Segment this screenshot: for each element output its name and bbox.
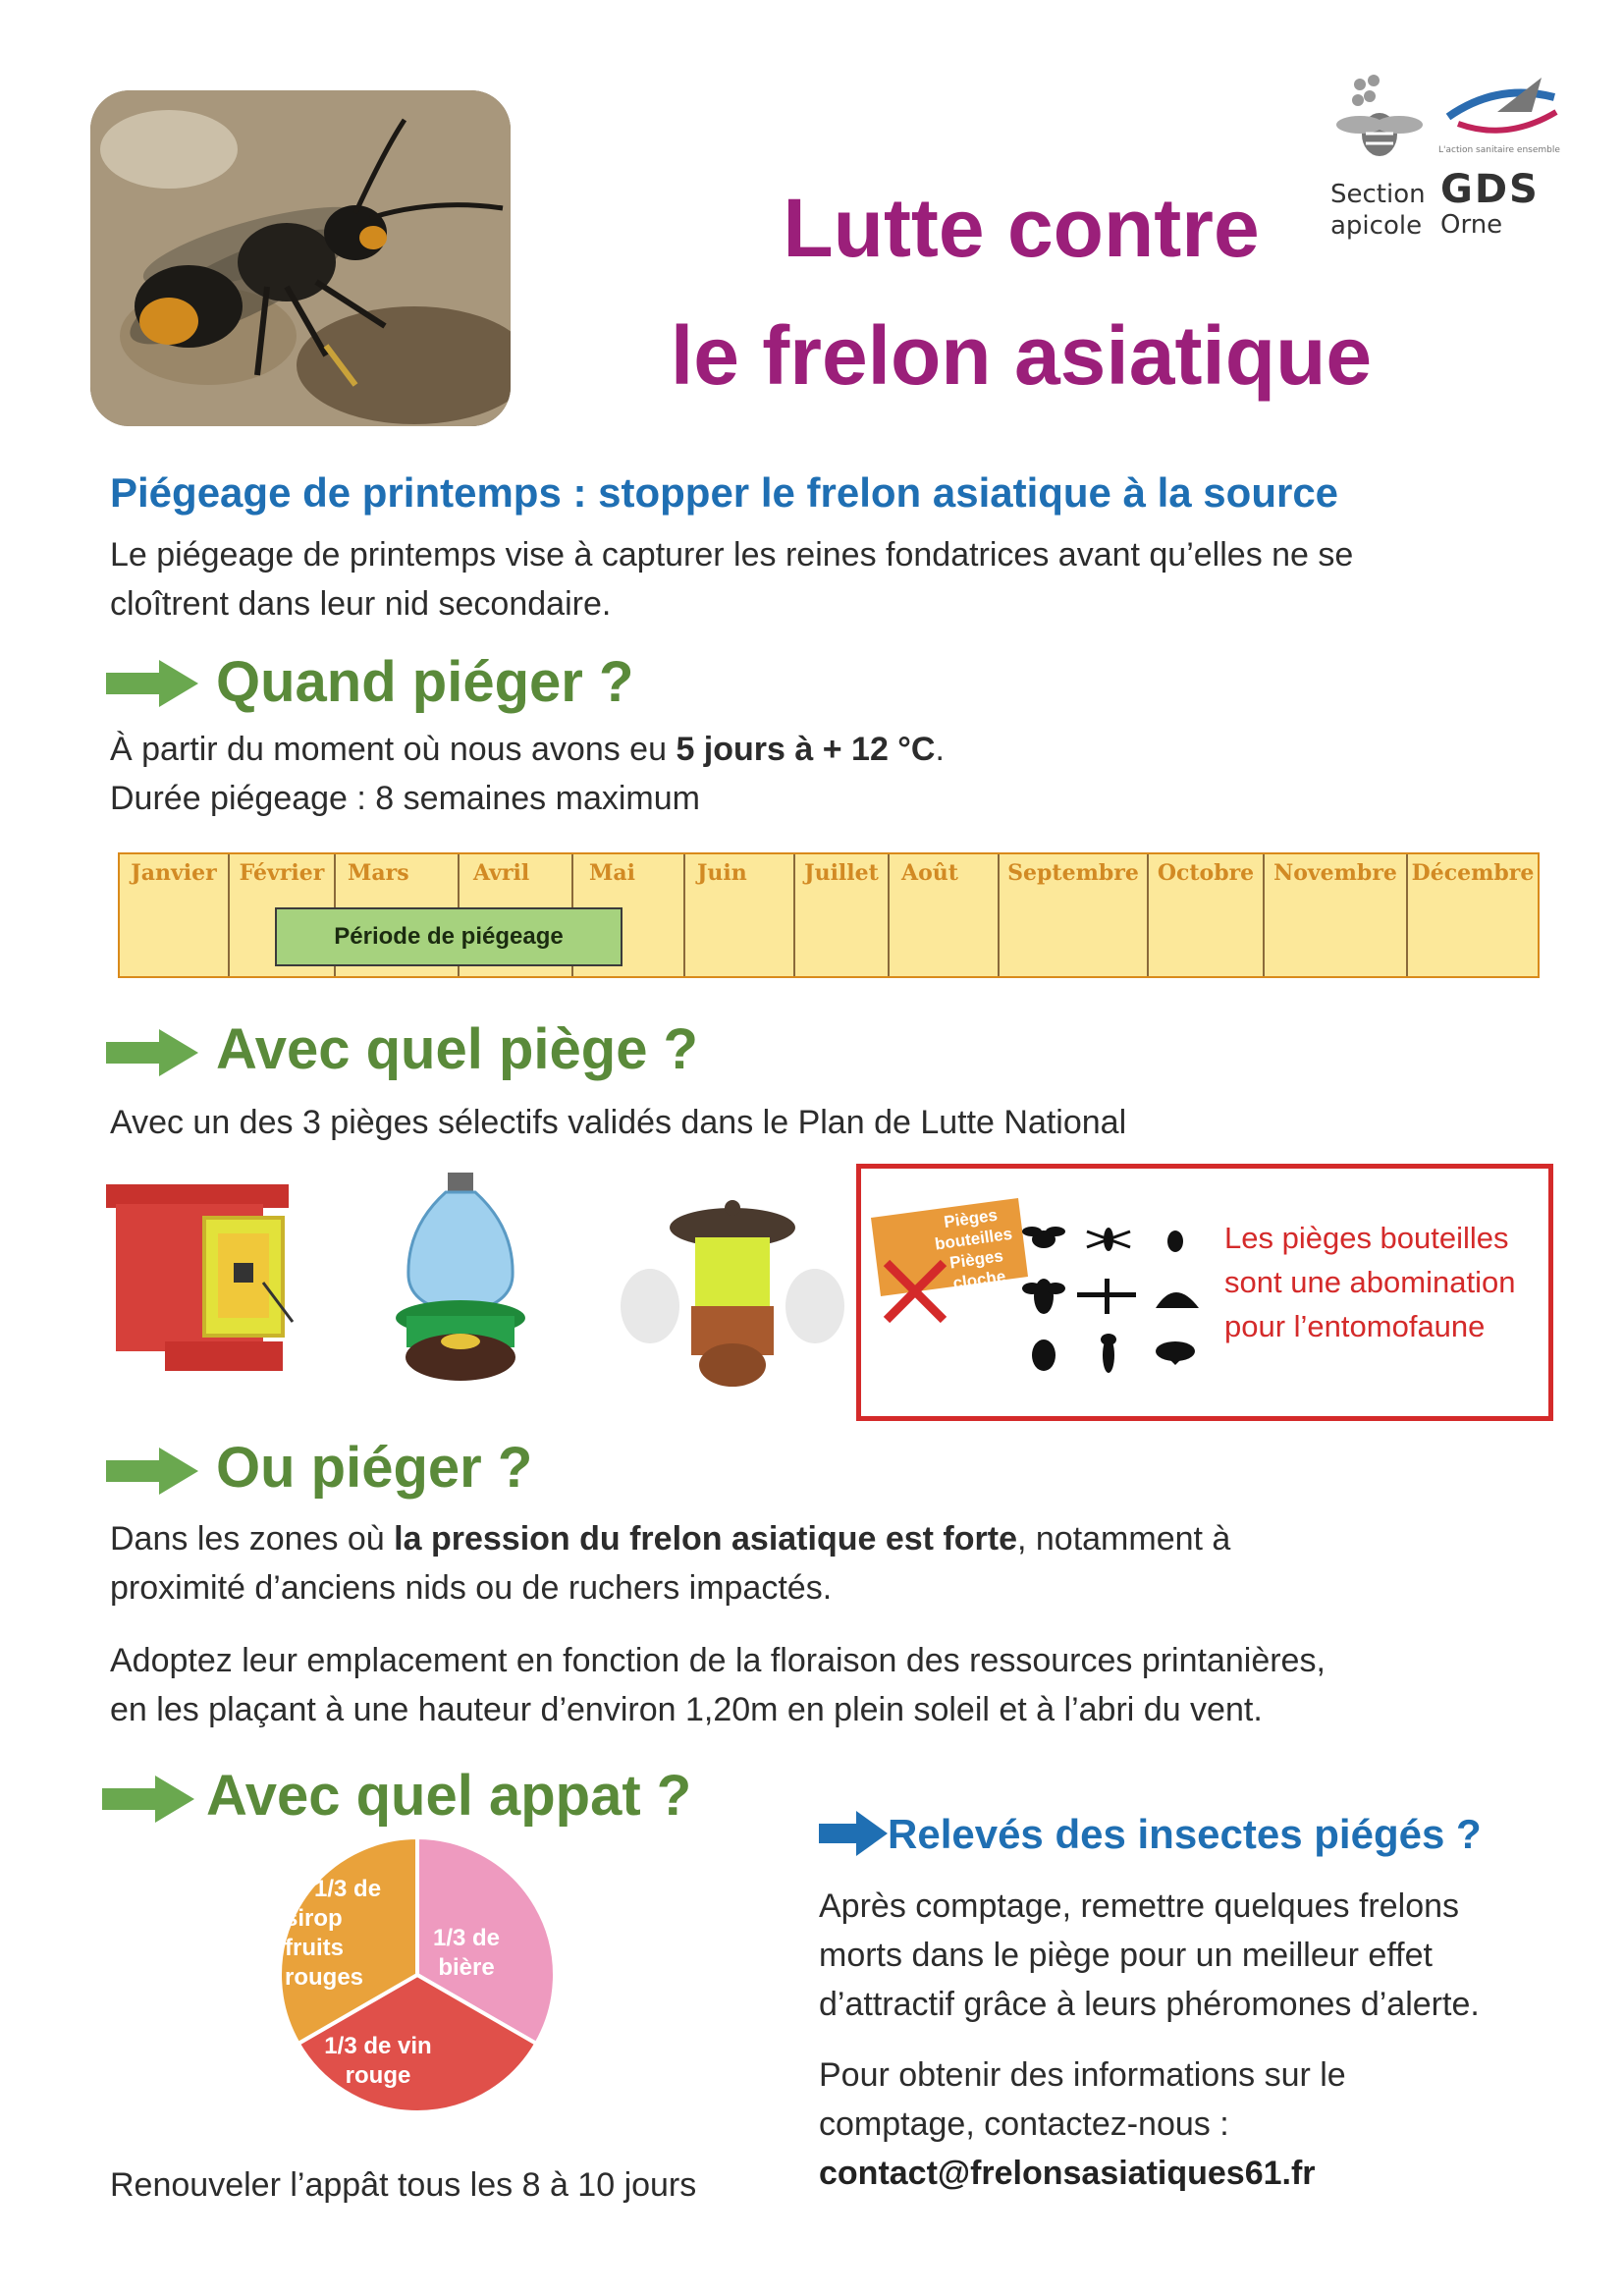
calendar-month: Juin bbox=[683, 854, 793, 976]
contact-email-link[interactable]: contact@frelonsasiatiques61.fr bbox=[819, 2155, 1316, 2192]
calendar-month: Mai bbox=[571, 854, 683, 976]
arrow-right-icon bbox=[106, 1444, 198, 1499]
funnel-bottle-trap-icon bbox=[387, 1169, 534, 1389]
gds-swoosh-icon bbox=[1438, 73, 1566, 151]
insect-silhouettes-icon bbox=[1018, 1218, 1215, 1385]
piege-heading: Avec quel piège ? bbox=[216, 1017, 698, 1081]
calendar-month: Septembre bbox=[998, 854, 1147, 976]
calendar-month: Août bbox=[888, 854, 998, 976]
logo-orne-text: Orne bbox=[1440, 210, 1503, 240]
warning-text: Les pièges bouteilles sont une abomination pour l’entomofaune bbox=[1224, 1221, 1516, 1343]
arrow-right-icon bbox=[106, 1025, 198, 1080]
calendar-month: Décembre bbox=[1406, 854, 1538, 976]
arrow-right-icon bbox=[102, 1772, 194, 1827]
page-title-line2: le frelon asiatique bbox=[670, 309, 1373, 402]
trapping-period-bar: Période de piégeage bbox=[275, 907, 623, 966]
releves-text-2: Pour obtenir des informations sur le comptage, contactez-nous : contact@frelonsasiatiques61.fr bbox=[819, 2050, 1346, 2198]
page-title-line1: Lutte contre bbox=[783, 182, 1260, 274]
pie-slice-label: 1/3 de sirop fruits rouges bbox=[285, 1876, 382, 1991]
calendar-month: Novembre bbox=[1263, 854, 1406, 976]
appat-heading: Avec quel appat ? bbox=[206, 1764, 692, 1828]
piege-text: Avec un des 3 pièges sélectifs validés dans le Plan de Lutte National bbox=[110, 1104, 1127, 1141]
pie-slice-label: 1/3 de vin rouge bbox=[324, 2033, 432, 2089]
bottle-trap-warning bbox=[856, 1164, 1553, 1421]
hornet-photo bbox=[90, 90, 511, 426]
releves-text-1: Après comptage, remettre quelques frelons morts dans le piège pour un meilleur effet d’attractif grâce à leurs phéromones d’alerte. bbox=[819, 1887, 1480, 2023]
red-cross-icon bbox=[881, 1257, 949, 1326]
logo-gds-text: GDS bbox=[1440, 167, 1540, 212]
quand-heading: Quand piéger ? bbox=[216, 650, 634, 714]
hornet-illustration bbox=[90, 90, 511, 426]
intro-heading: Piégeage de printemps : stopper le frelon asiatique à la source bbox=[110, 469, 1339, 516]
ou-text-1: Dans les zones où la pression du frelon asiatique est forte, notamment à proximité d’anciens nids ou de ruchers impactés. bbox=[110, 1520, 1231, 1607]
calendar-month: Février bbox=[228, 854, 334, 976]
calendar-month: Mars bbox=[334, 854, 458, 976]
trap-badge-text: Pièges bouteilles Pièges cloche bbox=[933, 1205, 1014, 1293]
arrow-right-blue-icon bbox=[819, 1809, 888, 1858]
bee-icon bbox=[1330, 71, 1429, 169]
bait-pie-chart bbox=[265, 1832, 569, 2117]
gds-logo bbox=[1330, 71, 1566, 257]
ou-text-2: Adoptez leur emplacement en fonction de la floraison des ressources printanières, en les plaçant à une hauteur d’environ 1,20m en plein soleil et à l’abri du vent. bbox=[110, 1642, 1326, 1728]
logo-section-text: Section apicole bbox=[1330, 180, 1426, 241]
calendar-month: Avril bbox=[458, 854, 571, 976]
arrow-right-icon bbox=[106, 656, 198, 711]
pie-slice-label: 1/3 de bière bbox=[432, 1925, 501, 1981]
ou-heading: Ou piéger ? bbox=[216, 1436, 533, 1500]
bucket-trap-icon bbox=[621, 1198, 844, 1391]
wooden-box-trap-icon bbox=[96, 1175, 298, 1383]
quand-text: À partir du moment où nous avons eu 5 jours à + 12 °C. Durée piégeage : 8 semaines maximum bbox=[110, 731, 945, 817]
calendar-month: Octobre bbox=[1147, 854, 1263, 976]
calendar-month: Janvier bbox=[131, 860, 217, 886]
logo-tagline: L'action sanitaire ensemble bbox=[1438, 145, 1560, 155]
intro-text: Le piégeage de printemps vise à capturer les reines fondatrices avant qu’elles ne se cloîtrent dans leur nid secondaire. bbox=[110, 536, 1354, 623]
appat-renew-text: Renouveler l’appât tous les 8 à 10 jours bbox=[110, 2166, 697, 2204]
calendar-month: Juillet bbox=[793, 854, 888, 976]
releves-heading: Relevés des insectes piégés ? bbox=[888, 1811, 1482, 1857]
